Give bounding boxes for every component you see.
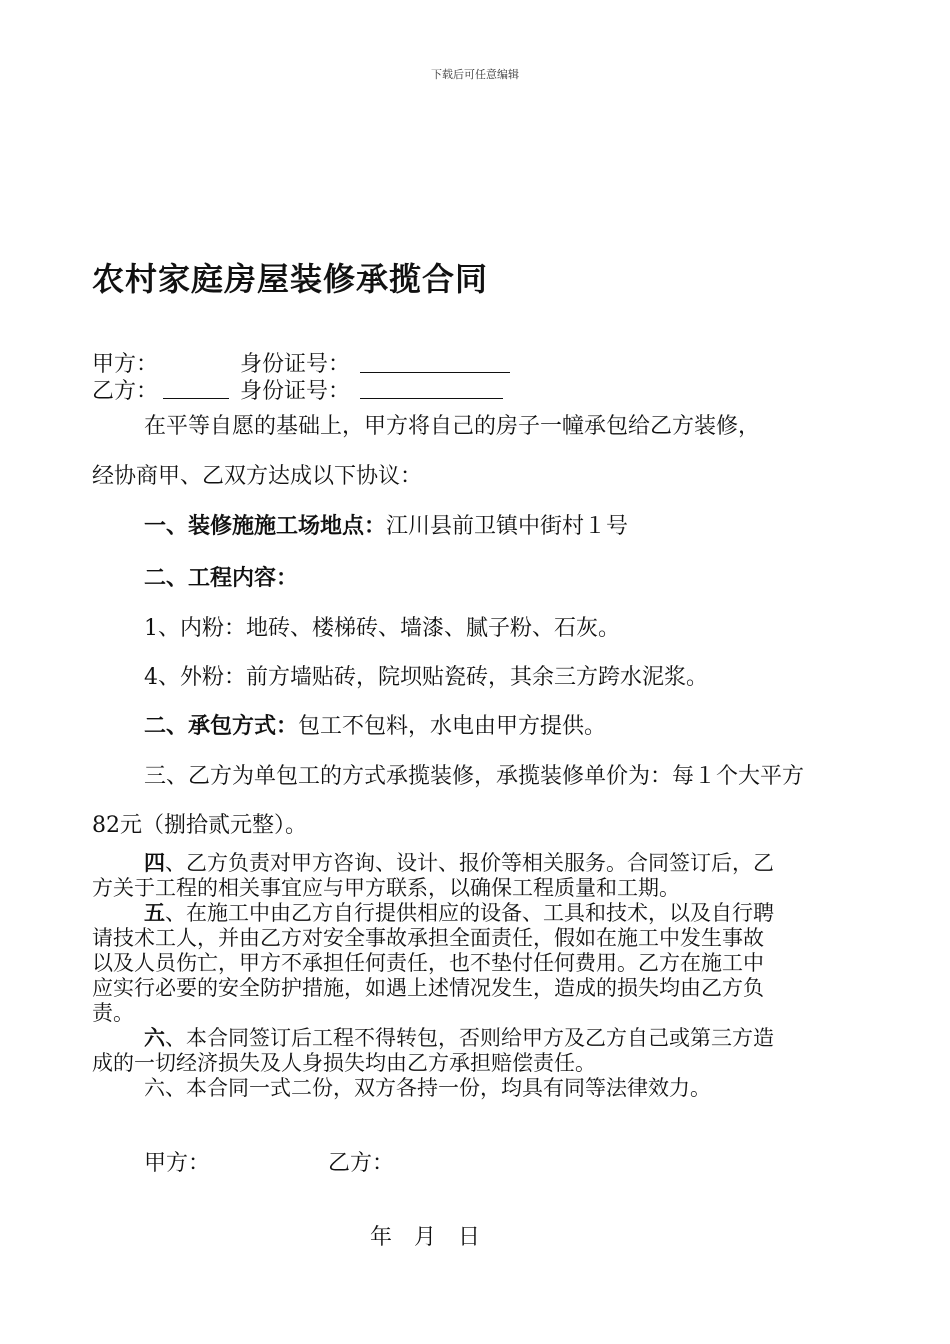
document-title: 农村家庭房屋装修承揽合同 [92,260,489,298]
section-1-heading: 一、装修施施工场地点： [144,514,387,539]
content-item-4: 4、外粉：前方墙贴砖，院坝贴瓷砖，其余三方跨水泥浆。 [144,665,708,690]
id-label-b: 身份证号： [240,379,351,404]
id-label-a: 身份证号： [240,352,351,377]
clause-5-line-5: 责。 [92,1001,134,1025]
section-2-heading: 二、工程内容： [144,566,299,591]
clause-5-number: 五 [144,901,165,925]
clause-5-line-2: 请技术工人，并由乙方对安全事故承担全面责任，假如在施工中发生事故 [92,926,764,950]
section-3 [144,709,606,740]
signature-date: 年 月 日 [370,1225,481,1250]
clause-5-line-4: 应实行必要的安全防护措施，如遇上述情况发生，造成的损失均由乙方负 [92,976,764,1000]
section-3-heading: 二、承包方式： [144,714,299,739]
party-b-label: 乙方： [92,379,159,404]
clause-6-text: 、本合同签订后工程不得转包，否则给甲方及乙方自己或第三方造 [165,1026,774,1050]
clause-5-line-3: 以及人员伤亡，甲方不承担任何责任，也不垫付任何费用。乙方在施工中 [92,951,764,975]
name-blank-b [163,380,229,399]
intro-line-1: 在平等自愿的基础上，甲方将自己的房子一幢承包给乙方装修， [144,414,761,439]
intro-line-2: 经协商甲、乙双方达成以下协议： [92,464,423,489]
section-1 [144,509,628,540]
signature-party-b: 乙方： [328,1151,395,1176]
clause-4-number: 四 [144,851,165,875]
header-note: 下载后可任意编辑 [431,68,519,81]
price-line-1: 三、乙方为单包工的方式承揽装修，承揽装修单价为：每１个大平方 [144,764,805,789]
clause-4-text: 、乙方负责对甲方咨询、设计、报价等相关服务。合同签订后，乙 [165,851,774,875]
clause-6-number: 六 [144,1026,165,1050]
id-blank-b [360,380,503,399]
clause-5-text: 、在施工中由乙方自行提供相应的设备、工具和技术，以及自行聘 [165,901,774,925]
content-item-1: 1、内粉：地砖、楼梯砖、墙漆、腻子粉、石灰。 [144,616,620,641]
clause-4-line-2: 方关于工程的相关事宜应与甲方联系，以确保工程质量和工期。 [92,876,680,900]
price-line-2: 82元（捌拾贰元整）。 [92,813,307,838]
id-blank-a [360,354,510,373]
party-a-label: 甲方： [92,352,159,377]
clause-7-line-1: 六、本合同一式二份，双方各持一份，均具有同等法律效力。 [144,1076,711,1100]
clause-6-line-2: 成的一切经济损失及人身损失均由乙方承担赔偿责任。 [92,1051,596,1075]
section-1-value: 江川县前卫镇中街村１号 [386,514,629,539]
section-3-value: 包工不包料，水电由甲方提供。 [298,714,607,739]
signature-party-a: 甲方： [144,1151,211,1176]
